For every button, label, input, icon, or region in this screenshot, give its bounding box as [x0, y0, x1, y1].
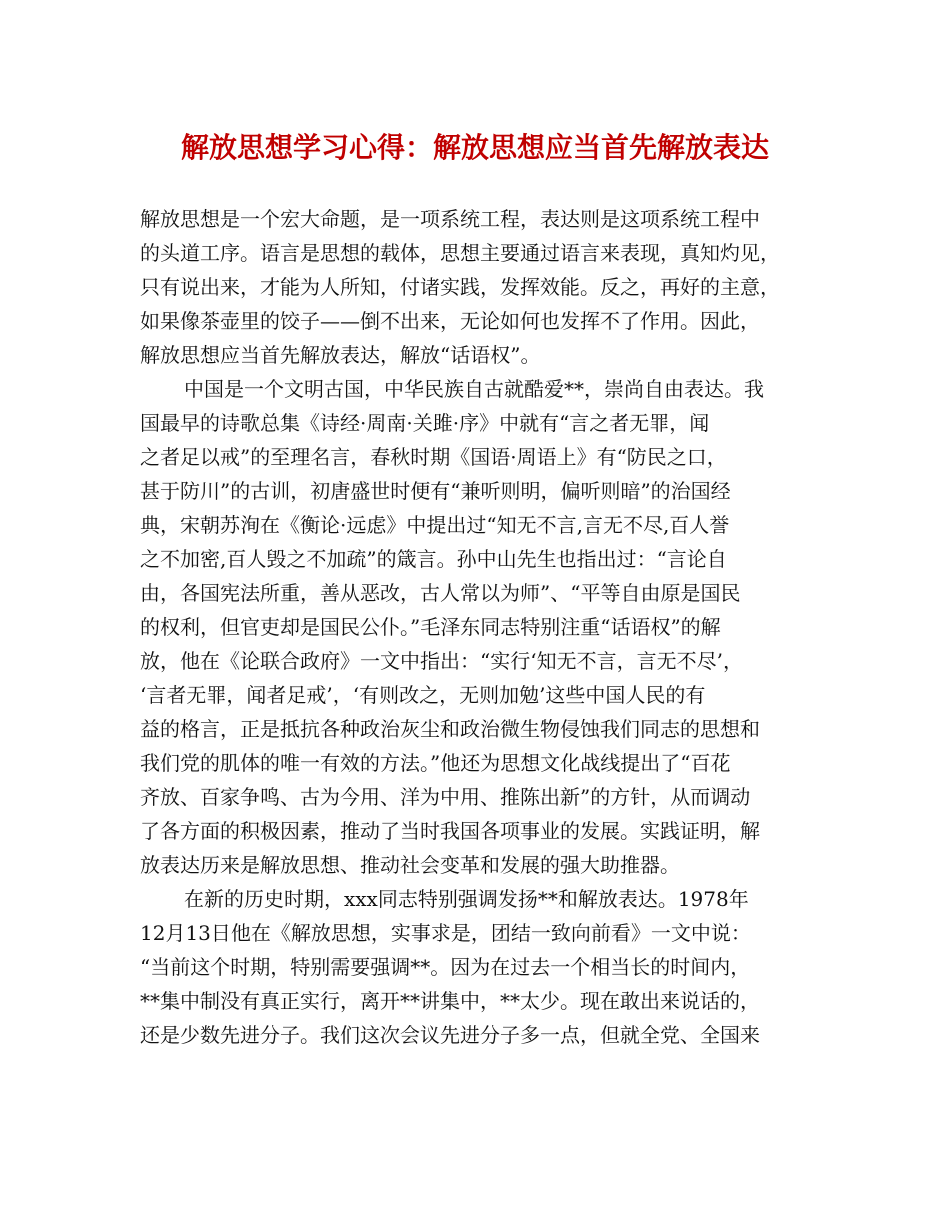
paragraph-3 — [140, 882, 822, 1052]
text-line: 齐放、百家争鸣、古为今用、洋为中用、推陈出新”的方针，从而调动 — [140, 785, 751, 809]
text-line: 解放思想应当首先解放表达，解放“话语权”。 — [140, 343, 541, 367]
text-line: 放表达历来是解放思想、推动社会变革和发展的强大助推器。 — [140, 853, 680, 877]
text-line: 只有说出来，才能为人所知，付诸实践，发挥效能。反之，再好的主意， — [140, 275, 780, 299]
text-line: 还是少数先进分子。我们这次会议先进分子多一点，但就全党、全国来 — [140, 1023, 760, 1047]
document-body — [140, 202, 822, 1052]
text-line: 典，宋朝苏洵在《衡论·远虑》中提出过“知无不言,言无不尽,百人誉 — [140, 513, 730, 537]
text-line: 如果像茶壶里的饺子——倒不出来，无论如何也发挥不了作用。因此， — [140, 309, 760, 333]
paragraph-2 — [140, 372, 822, 882]
text-line: 由，各国宪法所重，善从恶改，古人常以为师”、“平等自由原是国民 — [140, 581, 741, 605]
text-line: 之不加密,百人毁之不加疏”的箴言。孙中山先生也指出过：“言论自 — [140, 547, 727, 571]
text-line: 之者足以戒”的至理名言，春秋时期《国语·周语上》有“防民之口， — [140, 445, 727, 469]
text-line: “当前这个时期，特别需要强调**。因为在过去一个相当长的时间内， — [140, 955, 751, 979]
text-line: **集中制没有真正实行，离开**讲集中，**太少。现在敢出来说话的， — [140, 989, 760, 1013]
text-line: 12月13日他在《解放思想，实事求是，团结一致向前看》一文中说： — [140, 921, 751, 945]
paragraph-1 — [140, 202, 822, 372]
text-line: 在新的历史时期，xxx同志特别强调发扬**和解放表达。1978年 — [184, 887, 749, 911]
text-line: 中国是一个文明古国，中华民族自古就酷爱**，崇尚自由表达。我 — [184, 377, 764, 401]
text-line: 了各方面的积极因素，推动了当时我国各项事业的发展。实践证明，解 — [140, 819, 760, 843]
document-title: 解放思想学习心得：解放思想应当首先解放表达 — [180, 131, 769, 164]
text-line: 放，他在《论联合政府》一文中指出：“实行‘知无不言，言无不尽’， — [140, 649, 743, 673]
text-line: 的权利，但官吏却是国民公仆。”毛泽东同志特别注重“话语权”的解 — [140, 615, 721, 639]
text-line: 解放思想是一个宏大命题，是一项系统工程，表达则是这项系统工程中 — [140, 207, 760, 231]
text-line: ‘言者无罪，闻者足戒’，‘有则改之，无则加勉’这些中国人民的有 — [140, 683, 706, 707]
text-line: 甚于防川”的古训，初唐盛世时便有“兼听则明，偏听则暗”的治国经 — [140, 479, 731, 503]
text-line: 益的格言，正是抵抗各种政治灰尘和政治微生物侵蚀我们同志的思想和 — [140, 717, 760, 741]
text-line: 我们党的肌体的唯一有效的方法。”他还为思想文化战线提出了“百花 — [140, 751, 731, 775]
text-line: 的头道工序。语言是思想的载体，思想主要通过语言来表现，真知灼见， — [140, 241, 780, 265]
text-line: 国最早的诗歌总集《诗经·周南·关雎·序》中就有“言之者无罪，闻 — [140, 411, 710, 435]
